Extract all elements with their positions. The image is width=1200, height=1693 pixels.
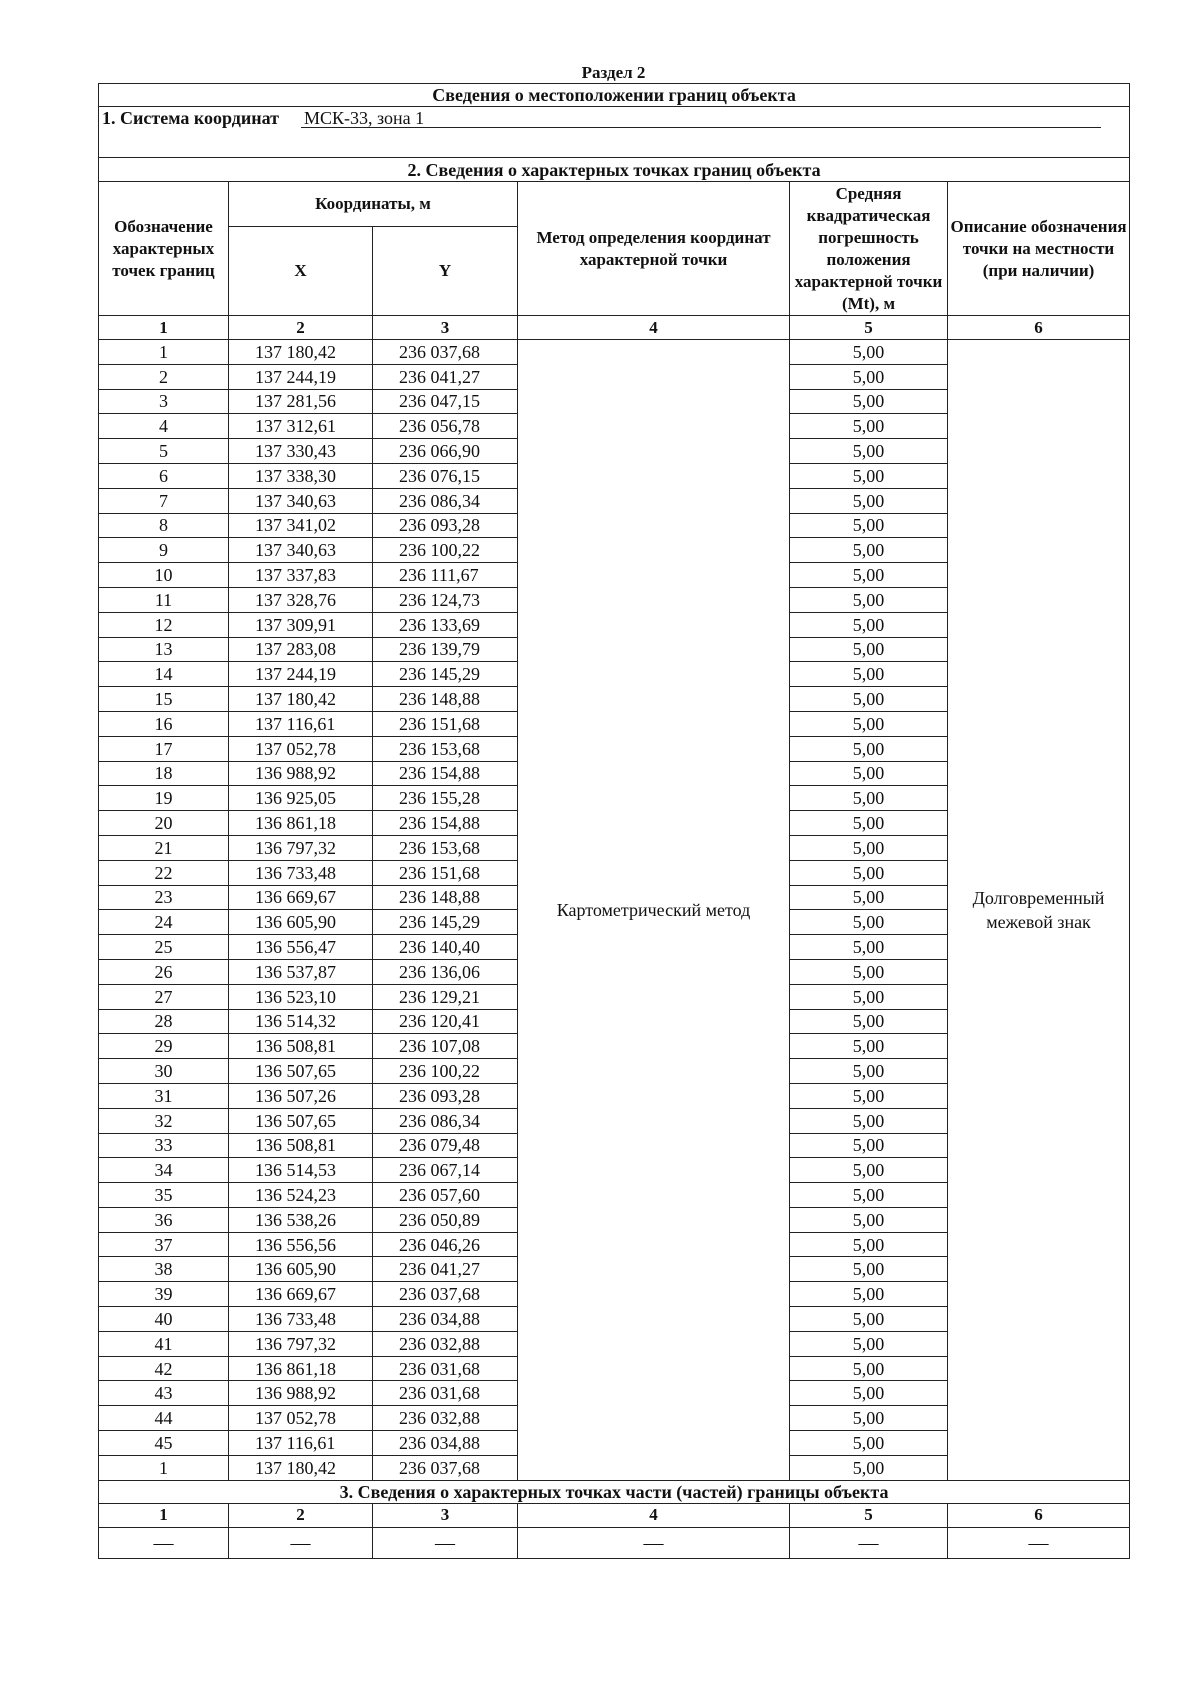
coord-y: 236 153,68 xyxy=(373,835,518,860)
part3-title: 3. Сведения о характерных точках части (частей) границы объекта xyxy=(99,1480,1130,1503)
error-value: 5,00 xyxy=(790,340,948,365)
coord-y: 236 107,08 xyxy=(373,1034,518,1059)
error-value: 5,00 xyxy=(790,563,948,588)
coord-x: 136 507,65 xyxy=(229,1059,373,1084)
coord-x: 136 524,23 xyxy=(229,1183,373,1208)
block-title: Сведения о местоположении границ объекта xyxy=(99,84,1130,107)
coord-x: 136 861,18 xyxy=(229,1356,373,1381)
part2-title: 2. Сведения о характерных точках границ объекта xyxy=(99,158,1130,182)
point-number: 26 xyxy=(99,959,229,984)
part3-column-numbers-row xyxy=(99,1503,1130,1527)
coord-y: 236 153,68 xyxy=(373,736,518,761)
coord-x: 136 605,90 xyxy=(229,910,373,935)
coord-y: 236 034,88 xyxy=(373,1307,518,1332)
section-title: Раздел 2 xyxy=(581,63,646,82)
point-number: 17 xyxy=(99,736,229,761)
error-value: 5,00 xyxy=(790,1183,948,1208)
coord-y: 236 148,88 xyxy=(373,885,518,910)
empty-cell: — xyxy=(790,1527,948,1558)
error-value: 5,00 xyxy=(790,935,948,960)
coord-y: 236 124,73 xyxy=(373,587,518,612)
coord-y: 236 151,68 xyxy=(373,711,518,736)
error-value: 5,00 xyxy=(790,587,948,612)
error-value: 5,00 xyxy=(790,612,948,637)
coord-y: 236 046,26 xyxy=(373,1232,518,1257)
coord-x: 136 514,53 xyxy=(229,1158,373,1183)
point-number: 34 xyxy=(99,1158,229,1183)
error-value: 5,00 xyxy=(790,1207,948,1232)
coord-x: 137 283,08 xyxy=(229,637,373,662)
coord-x: 136 556,56 xyxy=(229,1232,373,1257)
coord-system-value: МСК-33, зона 1 xyxy=(301,109,1101,128)
header-y: Y xyxy=(373,227,518,316)
coord-y: 236 133,69 xyxy=(373,612,518,637)
header-method: Метод определения координат характерной точки xyxy=(518,182,790,316)
empty-cell: — xyxy=(518,1527,790,1558)
point-number: 8 xyxy=(99,513,229,538)
error-value: 5,00 xyxy=(790,364,948,389)
coord-y: 236 057,60 xyxy=(373,1183,518,1208)
point-number: 24 xyxy=(99,910,229,935)
error-value: 5,00 xyxy=(790,439,948,464)
point-number: 3 xyxy=(99,389,229,414)
point-number: 2 xyxy=(99,364,229,389)
column-number: 6 xyxy=(948,316,1130,340)
part3-empty-row xyxy=(99,1527,1130,1558)
error-value: 5,00 xyxy=(790,885,948,910)
coord-y: 236 093,28 xyxy=(373,513,518,538)
coord-y: 236 139,79 xyxy=(373,637,518,662)
error-value: 5,00 xyxy=(790,1133,948,1158)
coord-x: 137 309,91 xyxy=(229,612,373,637)
error-value: 5,00 xyxy=(790,1158,948,1183)
coord-y: 236 034,88 xyxy=(373,1431,518,1456)
error-value: 5,00 xyxy=(790,711,948,736)
error-value: 5,00 xyxy=(790,1331,948,1356)
column-number: 5 xyxy=(790,316,948,340)
point-number: 9 xyxy=(99,538,229,563)
point-number: 36 xyxy=(99,1207,229,1232)
header-x: X xyxy=(229,227,373,316)
coord-x: 136 669,67 xyxy=(229,885,373,910)
coord-y: 236 086,34 xyxy=(373,488,518,513)
coord-y: 236 111,67 xyxy=(373,563,518,588)
coord-x: 137 180,42 xyxy=(229,687,373,712)
point-number: 11 xyxy=(99,587,229,612)
coord-y: 236 079,48 xyxy=(373,1133,518,1158)
coord-y: 236 155,28 xyxy=(373,786,518,811)
coord-x: 137 337,83 xyxy=(229,563,373,588)
coord-y: 236 151,68 xyxy=(373,860,518,885)
error-value: 5,00 xyxy=(790,910,948,935)
error-value: 5,00 xyxy=(790,1356,948,1381)
coord-x: 137 330,43 xyxy=(229,439,373,464)
coord-y: 236 148,88 xyxy=(373,687,518,712)
coord-x: 136 861,18 xyxy=(229,811,373,836)
error-value: 5,00 xyxy=(790,1059,948,1084)
coord-y: 236 031,68 xyxy=(373,1356,518,1381)
point-number: 14 xyxy=(99,662,229,687)
column-number: 3 xyxy=(373,1503,518,1527)
coord-x: 137 281,56 xyxy=(229,389,373,414)
coord-y: 236 031,68 xyxy=(373,1381,518,1406)
coord-y: 236 100,22 xyxy=(373,1059,518,1084)
coord-y: 236 032,88 xyxy=(373,1331,518,1356)
point-number: 12 xyxy=(99,612,229,637)
empty-cell: — xyxy=(229,1527,373,1558)
coord-x: 136 733,48 xyxy=(229,1307,373,1332)
coord-y: 236 129,21 xyxy=(373,984,518,1009)
column-number: 2 xyxy=(229,316,373,340)
coord-x: 136 508,81 xyxy=(229,1034,373,1059)
coord-y: 236 067,14 xyxy=(373,1158,518,1183)
coord-x: 136 508,81 xyxy=(229,1133,373,1158)
coord-y: 236 100,22 xyxy=(373,538,518,563)
point-number: 28 xyxy=(99,1009,229,1034)
coord-y: 236 066,90 xyxy=(373,439,518,464)
coord-x: 136 514,32 xyxy=(229,1009,373,1034)
coord-x: 137 180,42 xyxy=(229,1455,373,1480)
header-error: Средняя квадратическая погрешность положения характерной точки (Mt), м xyxy=(790,182,948,316)
error-value: 5,00 xyxy=(790,637,948,662)
coord-y: 236 050,89 xyxy=(373,1207,518,1232)
coord-x: 136 988,92 xyxy=(229,1381,373,1406)
coord-y: 236 041,27 xyxy=(373,364,518,389)
point-number: 31 xyxy=(99,1083,229,1108)
coord-x: 137 312,61 xyxy=(229,414,373,439)
point-number: 20 xyxy=(99,811,229,836)
coord-x: 136 537,87 xyxy=(229,959,373,984)
error-value: 5,00 xyxy=(790,984,948,1009)
point-number: 1 xyxy=(99,1455,229,1480)
empty-cell: — xyxy=(948,1527,1130,1558)
coord-y: 236 145,29 xyxy=(373,662,518,687)
coord-x: 137 340,63 xyxy=(229,488,373,513)
error-value: 5,00 xyxy=(790,538,948,563)
method-cell: Картометрический метод xyxy=(518,340,790,1481)
coord-x: 136 605,90 xyxy=(229,1257,373,1282)
coord-x: 136 988,92 xyxy=(229,761,373,786)
point-number: 18 xyxy=(99,761,229,786)
coord-system-row xyxy=(99,107,1130,158)
table-row xyxy=(99,340,1130,365)
coord-y: 236 047,15 xyxy=(373,389,518,414)
error-value: 5,00 xyxy=(790,1307,948,1332)
coord-x: 137 052,78 xyxy=(229,1406,373,1431)
coord-y: 236 037,68 xyxy=(373,340,518,365)
coord-y: 236 086,34 xyxy=(373,1108,518,1133)
point-number: 16 xyxy=(99,711,229,736)
error-value: 5,00 xyxy=(790,761,948,786)
description-cell: Долговременный межевой знак xyxy=(948,340,1130,1481)
coord-y: 236 093,28 xyxy=(373,1083,518,1108)
coord-x: 137 116,61 xyxy=(229,1431,373,1456)
error-value: 5,00 xyxy=(790,389,948,414)
coord-x: 136 797,32 xyxy=(229,835,373,860)
column-number: 3 xyxy=(373,316,518,340)
error-value: 5,00 xyxy=(790,488,948,513)
header-coords: Координаты, м xyxy=(229,182,518,227)
error-value: 5,00 xyxy=(790,1381,948,1406)
column-numbers-row xyxy=(99,316,1130,340)
column-number: 4 xyxy=(518,1503,790,1527)
error-value: 5,00 xyxy=(790,811,948,836)
error-value: 5,00 xyxy=(790,1431,948,1456)
coord-x: 137 180,42 xyxy=(229,340,373,365)
point-number: 37 xyxy=(99,1232,229,1257)
column-number: 4 xyxy=(518,316,790,340)
coord-x: 136 507,65 xyxy=(229,1108,373,1133)
point-number: 22 xyxy=(99,860,229,885)
error-value: 5,00 xyxy=(790,860,948,885)
coord-y: 236 076,15 xyxy=(373,463,518,488)
coord-x: 137 244,19 xyxy=(229,662,373,687)
point-number: 43 xyxy=(99,1381,229,1406)
error-value: 5,00 xyxy=(790,1455,948,1480)
column-number: 2 xyxy=(229,1503,373,1527)
point-number: 19 xyxy=(99,786,229,811)
error-value: 5,00 xyxy=(790,1009,948,1034)
point-number: 39 xyxy=(99,1282,229,1307)
point-number: 42 xyxy=(99,1356,229,1381)
coord-x: 136 538,26 xyxy=(229,1207,373,1232)
error-value: 5,00 xyxy=(790,786,948,811)
column-number: 1 xyxy=(99,316,229,340)
point-number: 27 xyxy=(99,984,229,1009)
empty-cell: — xyxy=(99,1527,229,1558)
coord-x: 136 556,47 xyxy=(229,935,373,960)
point-number: 38 xyxy=(99,1257,229,1282)
point-number: 45 xyxy=(99,1431,229,1456)
coord-x: 137 341,02 xyxy=(229,513,373,538)
error-value: 5,00 xyxy=(790,463,948,488)
coord-x: 136 669,67 xyxy=(229,1282,373,1307)
error-value: 5,00 xyxy=(790,1083,948,1108)
error-value: 5,00 xyxy=(790,1232,948,1257)
point-number: 33 xyxy=(99,1133,229,1158)
coord-x: 136 523,10 xyxy=(229,984,373,1009)
coord-x: 137 340,63 xyxy=(229,538,373,563)
column-number: 6 xyxy=(948,1503,1130,1527)
point-number: 32 xyxy=(99,1108,229,1133)
point-number: 29 xyxy=(99,1034,229,1059)
error-value: 5,00 xyxy=(790,959,948,984)
error-value: 5,00 xyxy=(790,662,948,687)
column-number: 1 xyxy=(99,1503,229,1527)
point-number: 41 xyxy=(99,1331,229,1356)
coord-x: 137 338,30 xyxy=(229,463,373,488)
coord-x: 137 116,61 xyxy=(229,711,373,736)
coord-y: 236 041,27 xyxy=(373,1257,518,1282)
point-number: 44 xyxy=(99,1406,229,1431)
point-number: 30 xyxy=(99,1059,229,1084)
point-number: 1 xyxy=(99,340,229,365)
point-number: 35 xyxy=(99,1183,229,1208)
coord-y: 236 140,40 xyxy=(373,935,518,960)
error-value: 5,00 xyxy=(790,1406,948,1431)
error-value: 5,00 xyxy=(790,513,948,538)
point-number: 10 xyxy=(99,563,229,588)
empty-cell: — xyxy=(373,1527,518,1558)
header-descr: Описание обозначения точки на местности (при наличии) xyxy=(948,182,1130,316)
coord-y: 236 037,68 xyxy=(373,1455,518,1480)
coord-y: 236 120,41 xyxy=(373,1009,518,1034)
coord-y: 236 145,29 xyxy=(373,910,518,935)
point-number: 4 xyxy=(99,414,229,439)
point-number: 23 xyxy=(99,885,229,910)
coord-y: 236 032,88 xyxy=(373,1406,518,1431)
point-number: 6 xyxy=(99,463,229,488)
coord-x: 136 797,32 xyxy=(229,1331,373,1356)
coord-y: 236 154,88 xyxy=(373,761,518,786)
error-value: 5,00 xyxy=(790,1282,948,1307)
coord-x: 137 328,76 xyxy=(229,587,373,612)
document xyxy=(98,62,1129,1559)
coord-system-label: 1. Система координат xyxy=(102,108,279,128)
error-value: 5,00 xyxy=(790,1108,948,1133)
point-number: 15 xyxy=(99,687,229,712)
coord-y: 236 056,78 xyxy=(373,414,518,439)
error-value: 5,00 xyxy=(790,1257,948,1282)
point-number: 40 xyxy=(99,1307,229,1332)
coord-x: 137 052,78 xyxy=(229,736,373,761)
header-point: Обозначение характерных точек границ xyxy=(99,182,229,316)
point-number: 13 xyxy=(99,637,229,662)
coord-x: 136 733,48 xyxy=(229,860,373,885)
coord-y: 236 154,88 xyxy=(373,811,518,836)
error-value: 5,00 xyxy=(790,835,948,860)
coord-x: 136 507,26 xyxy=(229,1083,373,1108)
boundary-table xyxy=(98,83,1130,1559)
column-number: 5 xyxy=(790,1503,948,1527)
coord-y: 236 037,68 xyxy=(373,1282,518,1307)
error-value: 5,00 xyxy=(790,687,948,712)
error-value: 5,00 xyxy=(790,414,948,439)
error-value: 5,00 xyxy=(790,736,948,761)
error-value: 5,00 xyxy=(790,1034,948,1059)
coord-y: 236 136,06 xyxy=(373,959,518,984)
point-number: 25 xyxy=(99,935,229,960)
coord-x: 137 244,19 xyxy=(229,364,373,389)
point-number: 7 xyxy=(99,488,229,513)
point-number: 21 xyxy=(99,835,229,860)
point-number: 5 xyxy=(99,439,229,464)
coord-x: 136 925,05 xyxy=(229,786,373,811)
